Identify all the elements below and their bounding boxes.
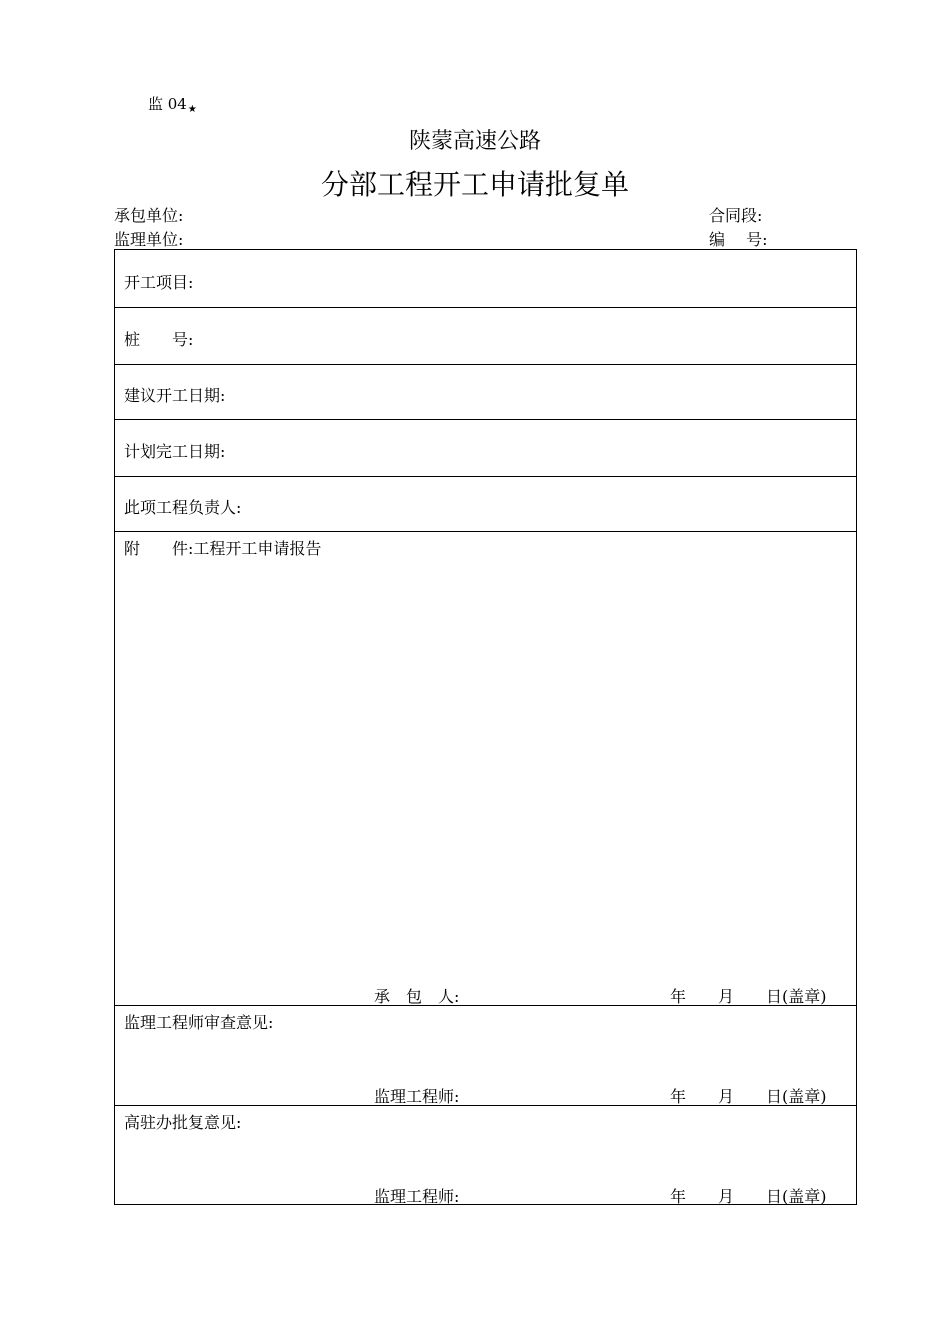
row-office-approval — [115, 1106, 856, 1206]
year-label: 年 — [670, 1087, 687, 1106]
engineer-signature-label: 监理工程师: — [374, 1087, 460, 1106]
responsible-person-label: 此项工程负责人: — [124, 498, 242, 517]
proposed-start-label: 建议开工日期: — [124, 386, 226, 405]
office-approval-label: 高驻办批复意见: — [124, 1113, 242, 1132]
project-title: 陕蒙高速公路 — [408, 129, 541, 154]
day-seal-label: 日(盖章) — [766, 1187, 827, 1206]
star-mark: ★ — [187, 104, 197, 115]
day-seal-label: 日(盖章) — [766, 1087, 827, 1106]
year-label: 年 — [670, 1187, 687, 1206]
month-label: 月 — [718, 987, 735, 1006]
form-title: 分部工程开工申请批复单 — [320, 168, 629, 201]
contract-section-label: 合同段: — [709, 206, 763, 225]
planned-finish-label: 计划完工日期: — [124, 442, 226, 461]
row-planned-finish — [115, 420, 856, 477]
day-seal-label: 日(盖章) — [766, 987, 827, 1006]
form-number-label: 编 号: — [709, 230, 768, 249]
start-item-label: 开工项目: — [124, 273, 194, 292]
contractor-signature-label: 承 包 人: — [374, 987, 460, 1006]
row-responsible-person — [115, 477, 856, 532]
attachment-label: 附 件:工程开工申请报告 — [124, 539, 322, 558]
form-code-text: 监 04 — [148, 95, 187, 113]
contractor-unit-label: 承包单位: — [114, 206, 184, 225]
row-stake — [115, 308, 856, 365]
supervisor-unit-label: 监理单位: — [114, 230, 184, 249]
year-label: 年 — [670, 987, 687, 1006]
engineer-review-label: 监理工程师审查意见: — [124, 1013, 274, 1032]
stake-label: 桩 号: — [124, 330, 194, 349]
engineer-signature-label: 监理工程师: — [374, 1187, 460, 1206]
row-attachment — [115, 532, 856, 1006]
form-code — [148, 93, 197, 114]
row-proposed-start — [115, 365, 856, 420]
month-label: 月 — [718, 1087, 735, 1106]
row-engineer-review — [115, 1006, 856, 1106]
row-start-item — [115, 250, 856, 308]
approval-form-table — [114, 249, 857, 1205]
month-label: 月 — [718, 1187, 735, 1206]
